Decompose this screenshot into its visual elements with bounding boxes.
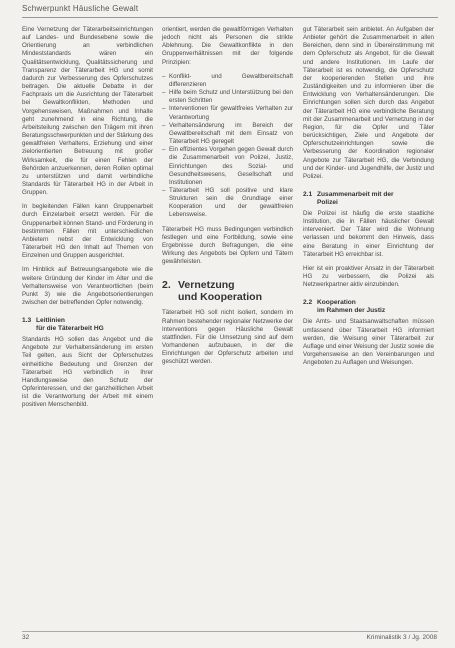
list-item: – Hilfe beim Schutz und Unterstützung bei den ersten Schritten (169, 89, 293, 105)
header-rule (22, 17, 438, 18)
heading-line: Zusammenarbeit mit der (317, 190, 394, 198)
list-item: – Konflikt- und Gewaltbereitschaft differenzieren (169, 73, 293, 89)
paragraph: gut Täterarbeit sein anbietet. An Aufgaben der Anbieter gehört die Zusammenarbeit in allen Bereichen, denn sind in Übereinstimmung mit dem Opferschutz als Angebot, für die Gewalt und andere Institutionen. Im Laufe der Täterarbeit ist es notwendig, die Opferschutz der kooperierenden Stellen und ihre Zuständigkeiten und zu informieren über die Entwicklung von Verhaltensänderungen. Die Einrichtungen sollen sich durch das Angebot der Täterarbeit HG eine verbindliche Beratung mit der Zusammenarbeit und Vernetzung in der Region, für die Opfer und Täter berücksichtigen, Ziele und Angebote der Opferschutzeinrichtungen sowie die Verbesserung der Koordination regionaler Angebote zur Täterarbeit HG, die Verbindung und der Kinder- und Jugendhilfe, der Justiz und Polizei. (303, 26, 434, 180)
heading-line: Leitlinien (36, 317, 65, 325)
journal-reference: Kriminalistik 3 / Jg. 2008 (366, 634, 437, 641)
list-item: – Interventionen für gewaltfreies Verhalten zur Verantwortung (169, 105, 293, 121)
paragraph: Die Amts- und Staatsanwaltschaften müssen umfassend über Täterarbeit HG informiert werden, die Weisung einer Täterarbeit zur Auflage und einer Weisung der Justiz sowie die Vorgehensweise an den Vereinbarungen und Angeboten zu Auflagen und Weisungen. (303, 318, 434, 367)
principles-list (162, 73, 293, 220)
text-column-1 (22, 26, 153, 416)
heading-number: 1.3 (22, 317, 32, 325)
paragraph: orientiert, werden die gewaltförmigen Verhalten jedoch nicht als Personen die strikte Ablehnung. Die Gewaltkonflikte in den Gruppenverhältnissen mit der folgende Prinzipien: (162, 26, 293, 66)
paragraph: Täterarbeit HG soll nicht isoliert, sondern im Rahmen bestehender regionaler Netzwerke der Interventions gegen Häusliche Gewalt stattfinden. Für die Umsetzung sind auf dem Vorhandenen aufzubauen, in der die Einrichtungen der Opferschutz arbeiten und geschützt werden. (162, 309, 293, 366)
heading-line: und Kooperation (178, 290, 262, 303)
heading-line: Polizei (317, 198, 338, 206)
page-number: 32 (22, 634, 30, 641)
heading-line: für die Täterarbeit HG (36, 325, 104, 333)
subsection-heading-2-2 (303, 299, 434, 315)
heading-line: im Rahmen der Justiz (317, 307, 386, 315)
subsection-heading-2-1 (303, 191, 434, 207)
paragraph: Eine Vernetzung der Täterarbeitseinrichtungen auf Landes- und Bundesebene sowie die Orientierung an verbindlichen Mindeststandards wären ein Qualitätsentwicklung, Qualitätssicherung und Transparenz der Täterarbeit HG und somit dadurch zur Verbesserung des Opferschutzes beitragen. Die aktuelle Debatte in der Fachpraxis um die Ausrichtung der Täterarbeit bei Gewaltkonflikten, Methoden und Vorgehensweisen, Maßnahmen und Inhalte geht zunehmend in eine Richtung, die Arbeitsteilung zwischen den Trägern mit ihren Beratungsschwerpunkten und der Stärkung des gewaltfreien Verhaltens, Erziehung und einer zielorientierten Betreuung mit großer Wirksamkeit, die für einen Fehlen der Behörden anzuerkennen, deren Rollen optimal zu unterstützen und damit verbindliche Standards für Täterarbeit HG in der Arbeit in Gruppen. (22, 26, 153, 197)
list-item: – Täterarbeit HG soll positive und klare Strukturen sein die Grundlage einer Kooperation und der gewaltfreien Lebensweise. (169, 187, 293, 220)
running-header: Schwerpunkt Häusliche Gewalt (22, 4, 139, 13)
heading-line: Kooperation (317, 299, 356, 307)
subsection-heading-1-3 (22, 317, 153, 333)
paragraph: Täterarbeit HG muss Bedingungen verbindlich festlegen und eine Fortbildung, sowie eine Ergebnisse durch Befragungen, die eine Wirkung des Angebots bei Opfern und Tätern gewährleisten. (162, 225, 293, 266)
paragraph: Hier ist ein proaktiver Ansatz in der Täterarbeit HG zu verbessern, die Polizei als Netzwerkpartner aktiv einzubinden. (303, 264, 434, 289)
section-heading-2 (162, 280, 293, 303)
paragraph: In begleitenden Fällen kann Gruppenarbeit durch Einzelarbeit ersetzt werden. Für die Gruppenarbeit können Stand- und Förderung in bestimmten Fällen mit unterschiedlichen Anbietern nebst der Entwicklung von Täterarbeit HG den Inhalt auf Themen von Einzelnen und Gruppen ausgerichtet. (22, 203, 153, 260)
paragraph: Die Polizei ist häufig die erste staatliche Institution, die in Fällen häuslicher Gewalt interveniert. Der Täter wird die Wohnung verlassen und bekommt den Hinweis, dass eine Beratung in einer Einrichtung der Täterarbeit HG erreichbar ist. (303, 209, 434, 258)
footer-rule (22, 631, 438, 632)
heading-number: 2. (162, 279, 171, 292)
heading-number: 2.2 (303, 299, 313, 307)
heading-line: Vernetzung (178, 279, 235, 292)
list-item: – Ein effizientes Vorgehen gegen Gewalt durch die Zusammenarbeit von Polizei, Justiz, Einrichtungen des Sozial- und Gesundheitswesens, Gesellschaft und Institutionen (169, 146, 293, 187)
text-column-2 (162, 26, 293, 372)
text-column-3 (303, 26, 434, 373)
list-item: – Verhaltensänderung im Bereich der Gewaltbereitschaft mit dem Einsatz von Täterarbeit HG geregelt (169, 122, 293, 146)
heading-number: 2.1 (303, 190, 313, 198)
paragraph: Im Hinblick auf Betreuungsangebote wie die weitere Gründung der Kinder im Alter und die Verhaltensweise von Verantwortlichen (beim Punkt 3) wie die Angebotsorientierungen zwischen der betreffenden Opfer notwendig. (22, 266, 153, 306)
paragraph: Standards HG sollen das Angebot und die Angebote zur Verhaltensänderung im ersten Teil gelten, aus Sicht der Opferschutzes einheitliche Bedeutung und Grenzen der Täterarbeit HG verbindlich in Ihrer Handlungsweise den Schutz der Opferinteressen, und der ganzheitlichen Arbeit ist die Verantwortung der Arbeit mit einem positiven Menschenbild. (22, 336, 153, 409)
